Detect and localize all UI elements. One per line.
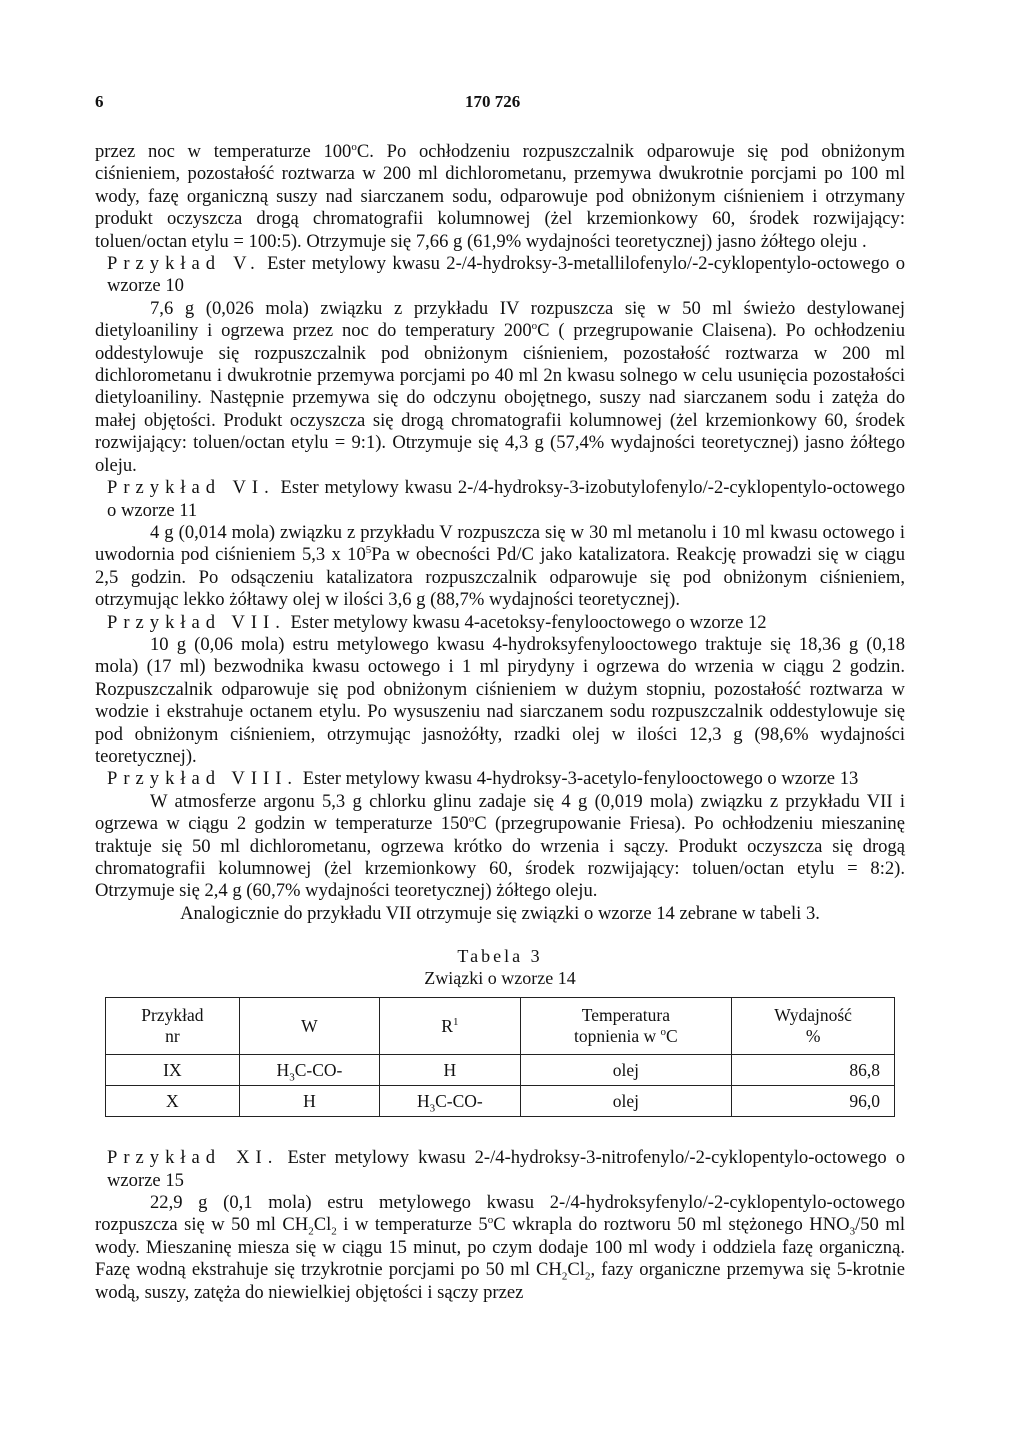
analogous-note: Analogicznie do przykładu VII otrzymuje się związki o wzorze 14 zebrane w tabeli 3. (180, 902, 820, 924)
col-yield: Wydajność % (732, 998, 895, 1055)
spacer (95, 1117, 905, 1147)
paragraph-continuation: przez noc w temperaturze 100$^o$C. Po ochłodzeniu rozpuszczalnik odparowuje się pod obniżonym ciśnieniem, pozostałość roztwarza w 200 ml dichlorometanu, przemywa dwukrotnie porcjami po 100 ml wody, fazę organiczną suszy nad siarczanem sodu, odparowuje pod obniżonym ciśnieniem i otrzymany produkt oczyszcza drogą chromatografii kolumnowej (żel krzemionkowy 60, środek rozwijający: toluen/octan etylu = 100:5). Otrzymuje się 7,66 g (61,9% wydajności teoretycznej) jasno żółtego oleju . (95, 140, 905, 252)
table-subtitle: Związki o wzorze 14 (424, 968, 576, 989)
example-label: Przykład VII. (107, 611, 286, 633)
example-6-heading: Przykład VI. Ester metylowy kwasu 2-/4-hydroksy-3-izobutylofenylo/-2-cyklopentylo-octowego o wzorze 11 (107, 477, 905, 521)
example-label: Przykład VI. (107, 477, 275, 499)
example-label: Przykład VIII. (107, 768, 299, 790)
cell-r1: H (380, 1055, 520, 1086)
table-row (106, 1055, 895, 1086)
example-11-heading: Przykład XI. Ester metylowy kwasu 2-/4-hydroksy-3-nitrofenylo/-2-cyklopentylo-octowego o wzorze 15 (107, 1147, 905, 1191)
cell-melting-point: olej (520, 1086, 732, 1117)
cell-r1: $H_3C-CO-$ (380, 1086, 520, 1117)
example-5-heading: Przykład V. Ester metylowy kwasu 2-/4-hydroksy-3-metallilofenylo/-2-cyklopentylo-octowego o wzorze 10 (107, 253, 905, 297)
example-6-text: 4 g (0,014 mola) związku z przykładu V rozpuszcza się w 30 ml metanolu i 10 ml kwasu octowego i uwodornia pod ciśnieniem 5,3 x $10^5Pa$ w obecności Pd/C jako katalizatora. Reakcję prowadzi się w ciągu 2,5 godzin. Po odsączeniu katalizatora rozpuszczalnik odparowuje się pod obniżonym ciśnieniem, otrzymując lekko żółtawy olej w ilości 3,6 g (88,7% wydajności teoretycznej). (95, 521, 905, 611)
col-w: W (239, 998, 379, 1055)
example-5-text: 7,6 g (0,026 mola) związku z przykładu IV rozpuszcza się w 50 ml świeżo destylowanej dietyloaniliny i ogrzewa przez noc do temperatury 200$^o$C ( przegrupowanie Claisena). Po ochłodzeniu oddestylowuje się rozpuszczalnik pod obniżonym ciśnieniem, pozostałość roztwarza w 200 ml dichlorometanu i dwukrotnie przemywa porcjami po 40 ml 2n kwasu solnego w celu usunięcia pozostałości dietyloaniliny. Następnie przemywa się do odczynu obojętnego, suszy nad siarczanem sodu i zatęża do małej objętości. Produkt oczyszcza się drogą chromatografii kolumnowej (żel krzemionkowy 60, środek rozwijający: toluen/octan etylu = 9:1). Otrzymuje się 4,3 g (57,4% wydajności teoretycznej) jasno żółtego oleju. (95, 297, 905, 476)
cell-example-no: IX (106, 1055, 240, 1086)
cell-melting-point: olej (520, 1055, 732, 1086)
cell-yield: 86,8 (732, 1055, 895, 1086)
col-r1: $R^1$ (380, 998, 520, 1055)
document-body (95, 141, 905, 1304)
col-example-no: Przykład nr (106, 998, 240, 1055)
table-row (106, 1086, 895, 1117)
col-melting-point: Temperatura topnienia w $^o$C (520, 998, 732, 1055)
page-number: 6 (95, 92, 104, 111)
example-8-text: W atmosferze argonu 5,3 g chlorku glinu zadaje się 4 g (0,019 mola) związku z przykładu VII i ogrzewa w ciągu 2 godzin w temperaturze 150$^o$C (przegrupowanie Friesa). Po ochłodzeniu mieszaninę traktuje się 50 ml dichlorometanu, ogrzewa krótko do wrzenia i sączy. Produkt oczyszcza się drogą chromatografii kolumnowej (żel krzemionkowy 60, środek rozwijający: toluen/octan etylu = 8:2). Otrzymuje się 2,4 g (60,7% wydajności teoretycznej) żółtego oleju. (95, 790, 905, 902)
example-label: Przykład V. (107, 253, 261, 275)
page-header (95, 92, 925, 116)
table-header-row (106, 998, 895, 1055)
cell-w: $H_3C-CO-$ (239, 1055, 379, 1086)
compounds-table (105, 997, 895, 1117)
example-7-text: 10 g (0,06 mola) estru metylowego kwasu 4-hydroksyfenylooctowego traktuje się 18,36 g (0,18 mola) (17 ml) bezwodnika kwasu octowego i 1 ml pirydyny i ogrzewa do wrzenia w ciągu 2 godzin. Rozpuszczalnik odparowuje się pod obniżonym ciśnieniem w dużym stopniu, pozostałość roztwarza w wodzie i ekstrahuje octanem etylu. Po wysuszeniu nad siarczanem sodu rozpuszczalnik oddestylowuje się pod obniżonym ciśnieniem, otrzymując jasnożółty, rzadki olej w ilości 12,3 g (98,6% wydajności teoretycznej). (95, 633, 905, 767)
example-11-text: 22,9 g (0,1 mola) estru metylowego kwasu 2-/4-hydroksyfenylo/-2-cyklopentylo-octowego rozpuszcza się w 50 ml $CH_2Cl_2$ i w temperaturze 5$^o$C wkrapla do roztworu 50 ml stężonego $HNO_3/50$ ml wody. Mieszaninę miesza się w ciągu 15 minut, po czym dodaje 100 ml wody i oddziela fazę organiczną. Fazę wodną ekstrahuje się trzykrotnie porcjami po 50 ml $CH_2Cl_2$, fazy organiczne przemywa się 5-krotnie wodą, suszy, zatęża do niewielkiej objętości i sączy przez (95, 1192, 905, 1303)
cell-yield: 96,0 (732, 1086, 895, 1117)
table-caption (95, 945, 905, 989)
document-number: 170 726 (465, 92, 521, 111)
cell-example-no: X (106, 1086, 240, 1117)
example-8-heading: Przykład VIII. Ester metylowy kwasu 4-hydroksy-3-acetylo-fenylooctowego o wzorze 13 (107, 768, 859, 790)
example-7-heading: Przykład VII. Ester metylowy kwasu 4-acetoksy-fenylooctowego o wzorze 12 (107, 611, 767, 633)
table-title: Tabela 3 (457, 946, 543, 967)
cell-w: H (239, 1086, 379, 1117)
example-label: Przykład XI. (107, 1147, 279, 1169)
